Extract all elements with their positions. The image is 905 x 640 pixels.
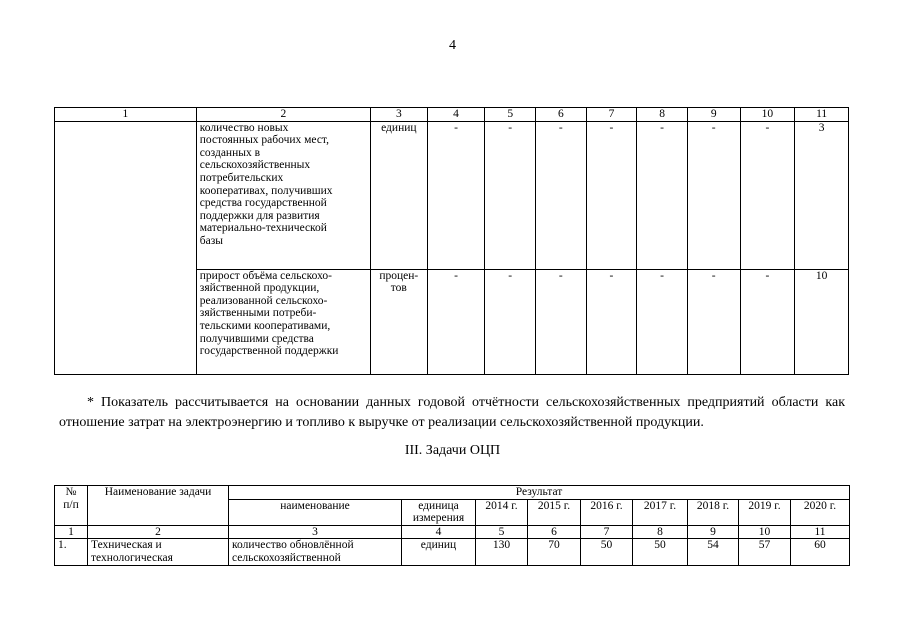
value-cell: - <box>637 269 688 374</box>
indicator-name-cell <box>196 121 370 269</box>
text-line: кооперативах, получивших <box>199 184 333 197</box>
header-year: 2018 г. <box>688 499 739 525</box>
text-line: реализованной сельскохо- <box>199 294 328 307</box>
value-cell: - <box>427 269 485 374</box>
value-cell: - <box>740 269 795 374</box>
text-line: количество новых <box>199 121 289 134</box>
text-line: тов <box>390 282 407 295</box>
column-number: 2 <box>88 525 229 539</box>
column-number: 10 <box>739 525 791 539</box>
page-number: 4 <box>449 38 456 53</box>
text-line: Техническая и <box>91 539 162 552</box>
header-task-name: Наименование задачи <box>88 486 229 526</box>
value-cell: - <box>687 121 740 269</box>
text-line: № <box>65 486 77 498</box>
column-number: 7 <box>581 525 633 539</box>
value-cell: - <box>586 121 637 269</box>
column-number: 4 <box>402 525 476 539</box>
value-cell: 70 <box>528 539 581 565</box>
text-line: сельскохозяйственных <box>199 159 311 172</box>
value-cell: - <box>586 269 637 374</box>
value-cell: 130 <box>476 539 528 565</box>
column-number: 11 <box>795 108 849 122</box>
table-row <box>55 121 849 269</box>
value-cell: - <box>740 121 795 269</box>
header-result: Результат <box>229 486 850 500</box>
column-number: 6 <box>536 108 587 122</box>
column-number: 1 <box>55 525 88 539</box>
text-line: поддержки для развития <box>199 209 320 222</box>
unit-cell <box>370 121 427 269</box>
task-name-cell <box>88 539 229 565</box>
header-indicator-name: наименование <box>229 499 402 525</box>
column-number-row <box>55 108 849 122</box>
text-line: получившими средства <box>199 332 314 345</box>
column-number: 8 <box>637 108 688 122</box>
column-number: 1 <box>55 108 197 122</box>
empty-cell <box>55 121 197 374</box>
text-line: количество обновлённой <box>232 539 354 552</box>
column-number-row <box>55 525 850 539</box>
text-line: измерения <box>412 512 465 525</box>
header-number <box>55 486 88 526</box>
column-number: 8 <box>633 525 688 539</box>
column-number: 7 <box>586 108 637 122</box>
tasks-table <box>54 485 850 566</box>
header-year: 2014 г. <box>476 499 528 525</box>
header-year: 2019 г. <box>739 499 791 525</box>
column-number: 2 <box>196 108 370 122</box>
table-row <box>55 539 850 565</box>
row-number: 1. <box>55 539 88 565</box>
text-line: зяйственными потреби- <box>199 307 317 320</box>
section-title: III. Задачи ОЦП <box>404 443 501 458</box>
text-line: единица <box>418 499 459 512</box>
text-line: постоянных рабочих мест, <box>199 134 329 147</box>
column-number: 5 <box>476 525 528 539</box>
text-line: процен- <box>379 269 419 282</box>
footnote: * Показатель рассчитывается на основании данных годовой отчётности сельскохозяйственных предприятий области как отношение затрат на электроэнергию и топливо к выручке от реализации сельскохозяйственной продукции. <box>59 395 845 430</box>
unit-cell: единиц <box>402 539 476 565</box>
value-cell: - <box>536 269 587 374</box>
column-number: 5 <box>485 108 536 122</box>
header-year: 2020 г. <box>791 499 850 525</box>
text-line: государственной поддержки <box>199 345 339 358</box>
value-cell: - <box>637 121 688 269</box>
value-cell: - <box>485 121 536 269</box>
value-cell: 50 <box>633 539 688 565</box>
value-cell: 57 <box>739 539 791 565</box>
text-line: созданных в <box>199 146 261 159</box>
header-year: 2015 г. <box>528 499 581 525</box>
value-cell: - <box>687 269 740 374</box>
text-line: единиц <box>381 121 417 134</box>
header-row <box>55 486 850 500</box>
value-cell: 3 <box>795 121 849 269</box>
text-line: материально-технической <box>199 222 327 235</box>
column-number: 3 <box>370 108 427 122</box>
text-line: прирост объёма сельскохо- <box>199 269 332 282</box>
text-line: сельскохозяйственной <box>232 551 341 564</box>
value-cell: - <box>427 121 485 269</box>
indicator-name-cell <box>229 539 402 565</box>
text-line: потребительских <box>199 171 284 184</box>
header-unit <box>402 499 476 525</box>
header-year: 2016 г. <box>581 499 633 525</box>
column-number: 9 <box>687 108 740 122</box>
indicators-table-continued <box>54 107 849 375</box>
column-number: 6 <box>528 525 581 539</box>
column-number: 9 <box>688 525 739 539</box>
value-cell: - <box>536 121 587 269</box>
text-line: тельскими кооперативами, <box>199 319 331 332</box>
column-number: 3 <box>229 525 402 539</box>
value-cell: - <box>485 269 536 374</box>
value-cell: 54 <box>688 539 739 565</box>
column-number: 11 <box>791 525 850 539</box>
indicator-name-cell <box>196 269 370 374</box>
column-number: 10 <box>740 108 795 122</box>
text-line: технологическая <box>91 551 173 564</box>
value-cell: 10 <box>795 269 849 374</box>
header-year: 2017 г. <box>633 499 688 525</box>
value-cell: 60 <box>791 539 850 565</box>
unit-cell <box>370 269 427 374</box>
text-line: средства государственной <box>199 197 327 210</box>
column-number: 4 <box>427 108 485 122</box>
text-line: базы <box>199 234 224 247</box>
text-line: зяйственной продукции, <box>199 282 320 295</box>
value-cell: 50 <box>581 539 633 565</box>
text-line: п/п <box>63 498 79 511</box>
